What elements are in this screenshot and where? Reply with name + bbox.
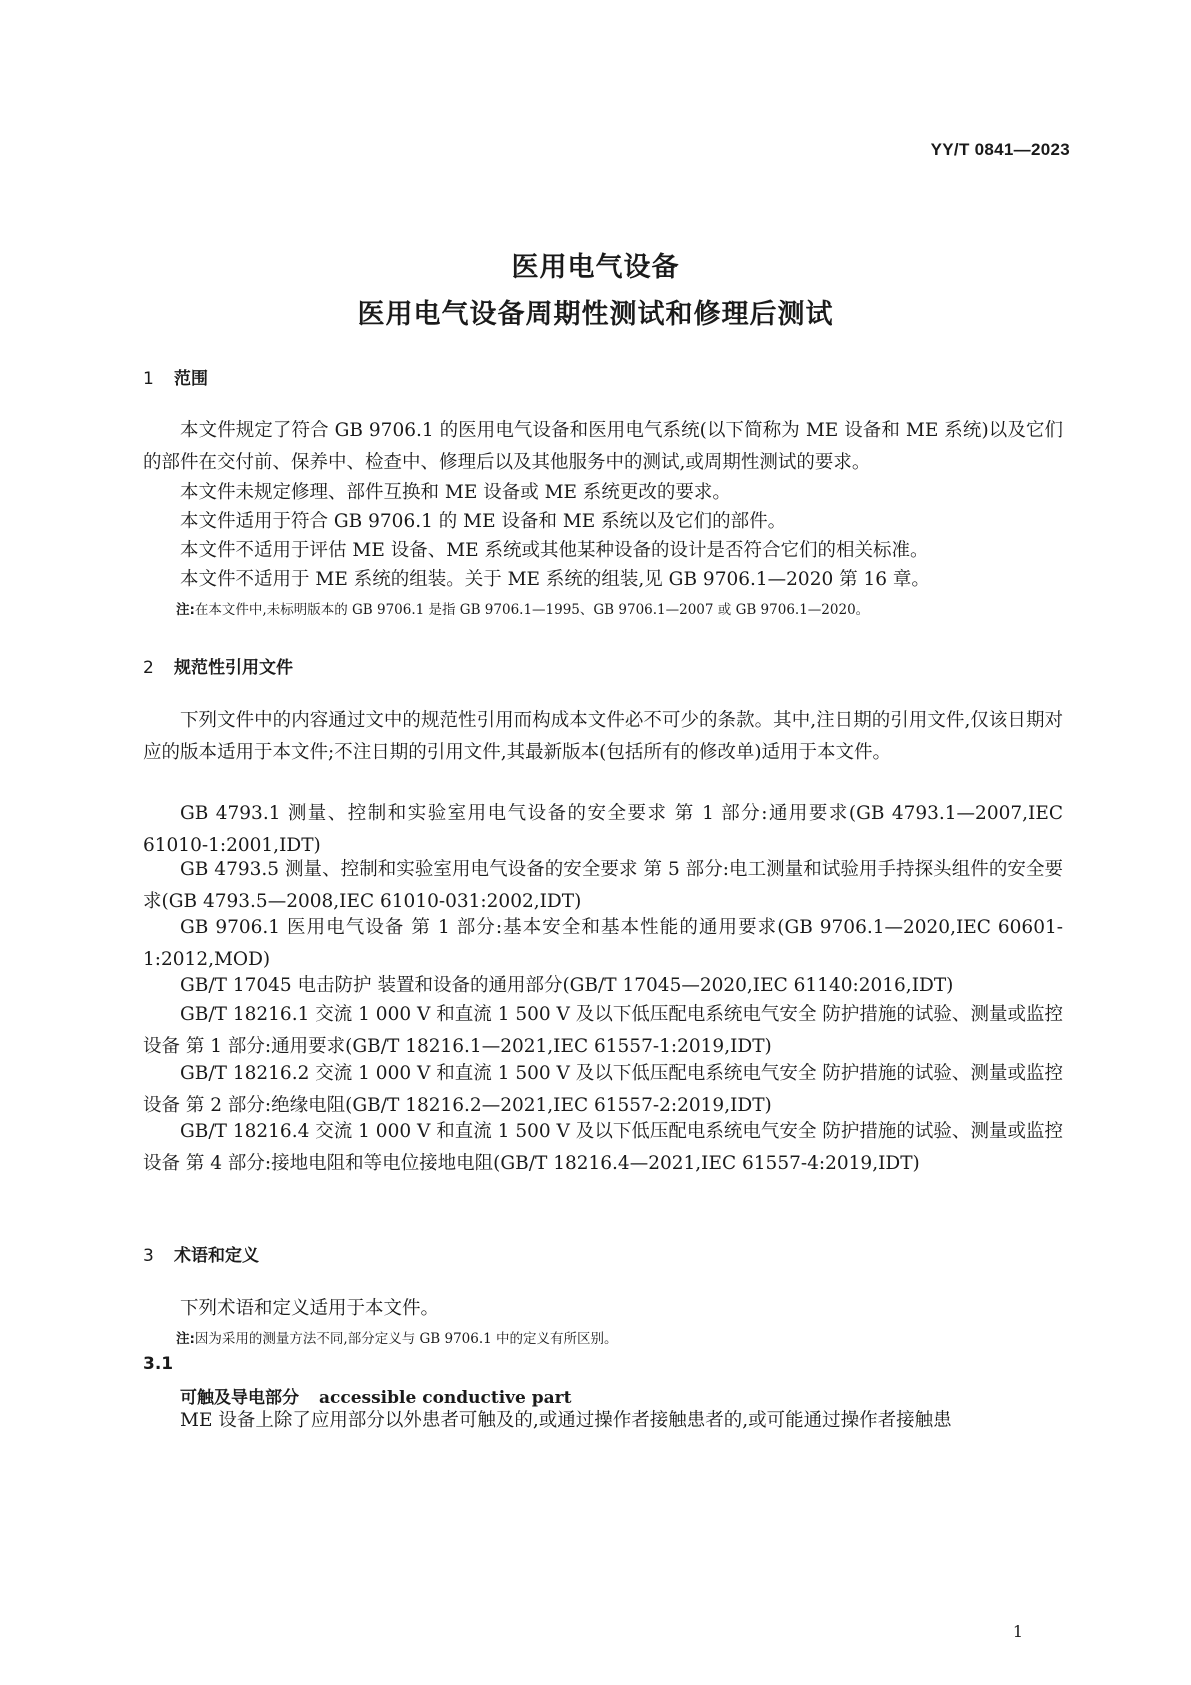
subsection-number: 3.1 <box>143 1354 174 1374</box>
reference-item: GB/T 18216.1 交流 1 000 V 和直流 1 500 V 及以下低压配电系统电气安全 防护措施的试验、测量或监控设备 第 1 部分:通用要求(GB/T 18216.1—2021,IEC 61557-1:2019,IDT) <box>143 1004 1063 1057</box>
title-line-2: 医用电气设备周期性测试和修理后测试 <box>357 299 834 330</box>
section-3-heading <box>143 1241 259 1266</box>
section-title: 术语和定义 <box>174 1246 259 1266</box>
title-line-1: 医用电气设备 <box>511 252 680 283</box>
note-label: 注: <box>176 602 195 618</box>
reference-item: GB/T 18216.2 交流 1 000 V 和直流 1 500 V 及以下低压配电系统电气安全 防护措施的试验、测量或监控设备 第 2 部分:绝缘电阻(GB/T 18216.2—2021,IEC 61557-2:2019,IDT) <box>143 1063 1063 1116</box>
note-text: 在本文件中,未标明版本的 GB 9706.1 是指 GB 9706.1—1995、GB 9706.1—2007 或 GB 9706.1—2020。 <box>194 602 870 618</box>
note-text: 因为采用的测量方法不同,部分定义与 GB 9706.1 中的定义有所区别。 <box>194 1331 618 1347</box>
reference-item: GB 4793.5 测量、控制和实验室用电气设备的安全要求 第 5 部分:电工测量和试验用手持探头组件的安全要求(GB 4793.5—2008,IEC 61010-031:2002,IDT) <box>143 859 1063 912</box>
term-chinese: 可触及导电部分 <box>180 1388 299 1408</box>
section-number: 3 <box>143 1246 154 1266</box>
paragraph: 本文件规定了符合 GB 9706.1 的医用电气设备和医用电气系统(以下简称为 ME 设备和 ME 系统)以及它们的部件在交付前、保养中、检查中、修理后以及其他服务中的测试,或周期性测试的要求。 <box>143 420 1063 473</box>
paragraph: 本文件不适用于评估 ME 设备、ME 系统或其他某种设备的设计是否符合它们的相关标准。 <box>180 540 929 561</box>
section-number: 1 <box>143 369 154 389</box>
reference-item: GB/T 18216.4 交流 1 000 V 和直流 1 500 V 及以下低压配电系统电气安全 防护措施的试验、测量或监控设备 第 4 部分:接地电阻和等电位接地电阻(GB/T 18216.4—2021,IEC 61557-4:2019,IDT) <box>143 1121 1063 1174</box>
section-1-heading <box>143 364 208 389</box>
section-title: 规范性引用文件 <box>174 658 293 678</box>
definition-text: ME 设备上除了应用部分以外患者可触及的,或通过操作者接触患者的,或可能通过操作者接触患 <box>180 1410 952 1431</box>
section-number: 2 <box>143 658 154 678</box>
paragraph: 本文件适用于符合 GB 9706.1 的 ME 设备和 ME 系统以及它们的部件。 <box>180 511 787 532</box>
paragraph: 下列术语和定义适用于本文件。 <box>180 1298 440 1319</box>
note <box>176 598 869 618</box>
reference-item: GB 9706.1 医用电气设备 第 1 部分:基本安全和基本性能的通用要求(GB 9706.1—2020,IEC 60601-1:2012,MOD) <box>143 917 1063 970</box>
section-2-heading <box>143 653 293 678</box>
paragraph: 本文件不适用于 ME 系统的组装。关于 ME 系统的组装,见 GB 9706.1—2020 第 16 章。 <box>180 569 930 590</box>
paragraph: 下列文件中的内容通过文中的规范性引用而构成本文件必不可少的条款。其中,注日期的引用文件,仅该日期对应的版本适用于本文件;不注日期的引用文件,其最新版本(包括所有的修改单)适用于本文件。 <box>143 710 1063 763</box>
paragraph: 本文件未规定修理、部件互换和 ME 设备或 ME 系统更改的要求。 <box>180 482 731 503</box>
reference-item: GB/T 17045 电击防护 装置和设备的通用部分(GB/T 17045—2020,IEC 61140:2016,IDT) <box>180 975 954 996</box>
note <box>176 1327 618 1347</box>
term-english: accessible conductive part <box>319 1388 572 1408</box>
note-label: 注: <box>176 1331 195 1347</box>
reference-item: GB 4793.1 测量、控制和实验室用电气设备的安全要求 第 1 部分:通用要求(GB 4793.1—2007,IEC 61010-1:2001,IDT) <box>143 803 1063 856</box>
section-title: 范围 <box>174 369 208 389</box>
page-number: 1 <box>1012 1622 1023 1641</box>
standard-code: YY/T 0841—2023 <box>930 140 1070 159</box>
